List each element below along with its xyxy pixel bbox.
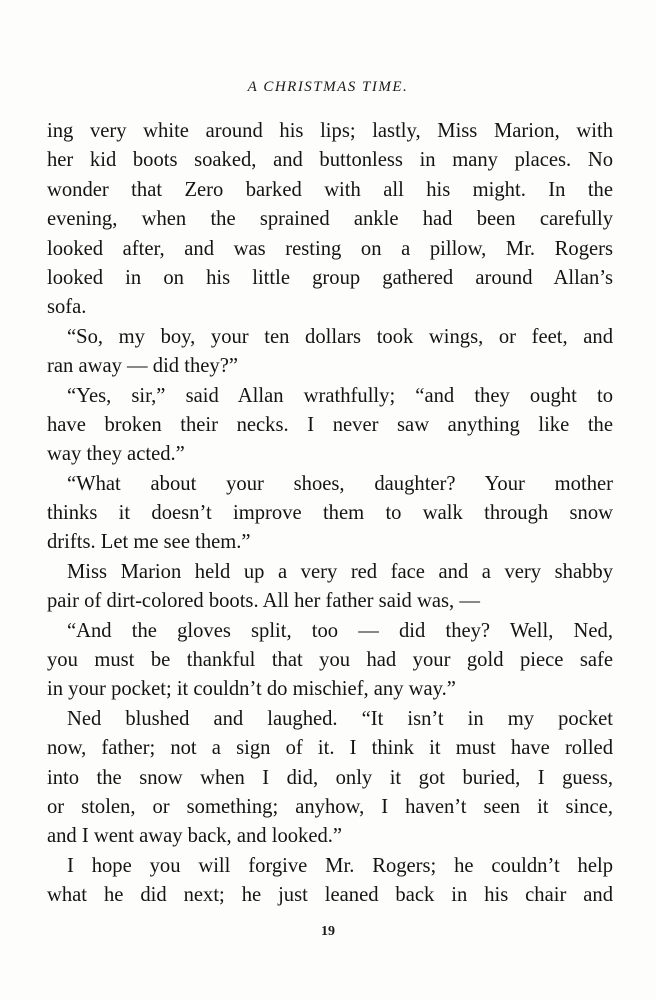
text-line: pair of dirt-colored boots. All her father said was, — bbox=[47, 590, 480, 613]
text-line: have broken their necks. I never saw anything like the bbox=[47, 413, 613, 436]
text-line: “So, my boy, your ten dollars took wings, or feet, and bbox=[67, 325, 613, 348]
text-line: evening, when the sprained ankle had been carefully bbox=[47, 208, 613, 231]
text-line: or stolen, or something; anyhow, I haven’t seen it since, bbox=[47, 795, 613, 818]
text-line: “Yes, sir,” said Allan wrathfully; “and they ought to bbox=[67, 384, 613, 407]
text-line: “And the gloves split, too — did they? Well, Ned, bbox=[67, 619, 613, 642]
text-line: into the snow when I did, only it got buried, I guess, bbox=[47, 766, 613, 789]
running-head: A CHRISTMAS TIME. bbox=[247, 79, 409, 95]
text-line: way they acted.” bbox=[47, 443, 185, 466]
text-line: ing very white around his lips; lastly, Miss Marion, with bbox=[47, 120, 613, 142]
text-line: looked in on his little group gathered around Allan’s bbox=[47, 266, 613, 289]
text-line: sofa. bbox=[47, 296, 87, 319]
text-line: you must be thankful that you had your gold piece safe bbox=[47, 649, 613, 672]
text-line: in your pocket; it couldn’t do mischief, any way.” bbox=[47, 678, 456, 701]
text-line: Ned blushed and laughed. “It isn’t in my pocket bbox=[67, 707, 613, 730]
text-line: what he did next; he just leaned back in his chair and bbox=[47, 884, 613, 907]
text-line: I hope you will forgive Mr. Rogers; he couldn’t help bbox=[67, 854, 613, 877]
text-line: thinks it doesn’t improve them to walk through snow bbox=[47, 502, 613, 525]
text-line: drifts. Let me see them.” bbox=[47, 531, 251, 554]
text-line: wonder that Zero barked with all his might. In the bbox=[47, 178, 613, 201]
text-line: ran away — did they?” bbox=[47, 355, 238, 378]
text-line: her kid boots soaked, and buttonless in many places. No bbox=[47, 149, 613, 172]
body-text bbox=[47, 117, 613, 911]
page-number: 19 bbox=[321, 924, 335, 939]
text-line: and I went away back, and looked.” bbox=[47, 825, 343, 848]
text-line: “What about your shoes, daughter? Your mother bbox=[67, 472, 613, 495]
text-line: now, father; not a sign of it. I think it must have rolled bbox=[47, 737, 613, 760]
text-line: looked after, and was resting on a pillow, Mr. Rogers bbox=[47, 237, 613, 260]
text-line: Miss Marion held up a very red face and a very shabby bbox=[67, 560, 613, 583]
